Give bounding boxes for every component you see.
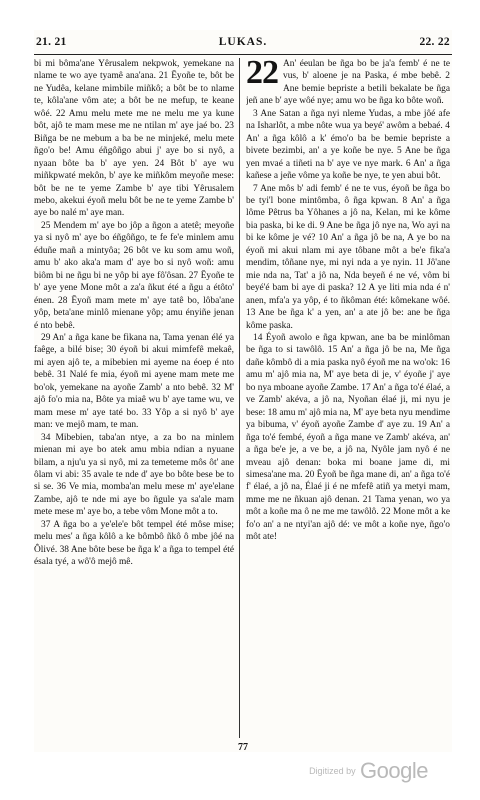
left-paragraph: 34 Mibebien, taba'an ntye, a za bo na minlem mienan mi aye bo atek amu mbia ndian a nyuane bilam, a nju'u ya si nyô, mi za temeteme môs ôt' ane ôlam vi abi: 35 avale te nde d' aye bo bôte bese be to si se. 36 Ve mia, momba'an melu mese m' aye'elane Zambe, ajô te nde mi aye bo ñgule ya sa'ale mam mete mese m' aye bo, a tebe vôm Mone môt a to. [34,432,234,518]
right-paragraph: 7 Ane môs b' adi femb' é ne te vus, éyoñ be ñga bo be tyi'l bone mintômba, ô ñga kpwan. 8 An' a ñga lôme Pêtrus ba Yôhanes a jô na, Kelan, mi ke kôme bia paska, bi ke di. 9 Ane be ñga jô nye na, Wo ayi na bi ke kôme je vé? 10 An' a ñga jô be na, A ye bo na éyoñ mi akui nlam mi aye tôbane môt a be'e fika'a mendim, tôñane nye, mi nyi nda a ye nyin. 11 Jô'ane mie nda na, Tat' a jô na, Nda beyeñ é ne vé, vôm bi beyé'é bam bi aye di paska? 12 A ye liti mia nda é n' anen, mfa'a ya yôp, é to ñkôman été: kômekane wôé. 13 Ane be ñga k' a yen, an' a ate jô be: ane be ñga kôme paska. [246,183,450,331]
page-number: 77 [238,742,248,753]
header-rule [34,54,452,55]
running-head [34,36,452,54]
header-book-title: LUKAS. [218,36,268,48]
header-right-ref: 22. 22 [419,36,450,48]
left-column [34,58,234,744]
chapter-number: 22 [246,58,278,91]
google-watermark [309,758,428,784]
header-left-ref: 21. 21 [36,36,67,48]
watermark-google-logo: Google [360,758,428,783]
right-paragraph: 3 Ane Satan a ñga nyi nleme Yudas, a mbe jôé afe na Isharlôt, a mbe nôte wua ya beyé' awôm a bebaé. 4 An' a ñga kôlô a k' émo'o ba be bemie bepriste a bivete bezimbi, an' a ye koñe be nye. 5 Ane be ñga yen mvaé a tiñeti na b' aye ve nye mark. 6 An' a ñga kañese a jeñe vôme ya koñe be nye, te yen abui bôt. [246,108,450,182]
watermark-digitized-text: Digitized by [309,766,356,776]
left-paragraph: 37 A ñga bo a ye'ele'e bôt tempel été môse mise; melu mes' a ñga kôlô a ke bômbô ñkô ô mbe jôé na Ôlivé. 38 Ane bôte bese be ñga k' a ñga to tempel été ésala tyé, a wô'ô mejô mê. [34,519,234,568]
right-paragraph: 14 Éyoñ awolo e ñga kpwan, ane ba be minlôman be ñga to si tawôlô. 15 An' a ñga jô be na, Me ñga dañe kômbô di a mia paska nyô éyoñ me na wo'ok: 16 amu m' ajô mia na, M' aye beta di je, v' éyoñe j' aye bo nya mboane ayoñe Zambe. 17 An' a ñga to'é élaé, a ve Zamb' akéva, a jô na, Nyoñan élaé ji, mi nyu je bese: 18 amu m' ajô mia na, M' aye beta nyu mendime ya bibuma, v' éyoñ ayoñe Zambe d' aye zu. 19 An' a ñga to'é fembé, éyoñ a ñga mane ve Zamb' akéva, an' a ñga be'e je, a ve be, a jô na, Nyôle jam nyô é ne mveau ajô denan: boka mi boane jame di, mi simesa'ane ma. 20 Ēyoñ be ñga mane di, an' a ñga to'é f' élaé, a jô na, Élaé ji é ne mfefê atiñ ya metyi mam, mme me ne ñkuan ajô denan. 21 Tama yenan, wo ya môt a koñe ma ô ne me me tawôlô. 22 Mone môt a ke fo'o an' a ne ntyi'an ajô dé: ve môt a koñe nye, ñgo'o môt ate! [246,332,450,543]
left-paragraph: 29 An' a ñga kane be fikana na, Tama yenan élé ya faêge, a bilé bise; 30 éyoñ bi akui mimfefê mekaê, mi ayen ajô te, a mibebien mi ayeme na éoep é nto bebê. 31 Nalé fe mia, éyoñ mi ayene mam mete me bo'ok, yemekane na ayoñe Zamb' a nto bebê. 32 M' ajô fo'o mia na, Bôte ya miaê wu b' aye tame wu, ve mam mese m' aye taté bo. 33 Yôp a si nyô b' aye man: ve mejô mam, te man. [34,332,234,431]
right-column [246,58,450,744]
book-page [34,30,452,752]
right-paragraph: An' éeulan be ñga bo be ja'a femb' é ne te vus, b' aloene je na Paska, é mbe bebê. 2 Ane bemie bepriste a betili bekalate be ñga jeñ ane b' aye wôé nye; amu wo be ñga ko bôte woñ. [246,59,450,107]
left-paragraph: 25 Mendem m' aye bo jôp a ñgon a atetê; meyoñe ya si nyô m' aye bo éñgôñgo, te fe fe'e minlem amu éduñe mañ a mintyôa; 26 bôt ve ku som amu woñ, amu b' ako aka'a mam d' aye bo si nyô woñ: amu biôm bi ne ñgu bi ne yôp bi aye fô'ôsan. 27 Ēyoñe te b' aye yene Mone môt a za'a ñkut été a ñgu a étôto' énen. 28 Ēyoñ mam mete m' aye tatê bo, lôba'ane yôp, beta'ane minlô mienane yôp; amu ényiñe jenan é nto bebê. [34,220,234,331]
left-paragraph: bi mi bôma'ane Yêrusalem nekpwok, yemekane na nlame te wo aye tyamê ana'ana. 21 Ēyoñe te, bôt be ne Yudêa, kelane mimbile miñkô; a bôt be to nlame te, kôla'ane vôm ate; a bôt be ne mefup, te keane wôé. 22 Amu melu mete me ne melu me ya kune bôt, ajô te mam mese me ne ntilan m' aye jaé bo. 23 Biñga be ne mebum a ba be ne minjeké, melu mete ñgo'o be! Amu éñgôñgo abui j' aye bo si nyô, a nyaan bôte ba b' aye yen. 24 Bôt b' aye wu miñkpwaté mekôn, b' aye ke miñkôm meyoñe mese: bôt be ne te yeme Zambe b' aye tibi Yêrusalem mebo, akekui éyoñ melu bôt be ne te yeme Zambe b' aye bo nalé m' aye man. [34,59,234,219]
column-divider [239,58,240,738]
